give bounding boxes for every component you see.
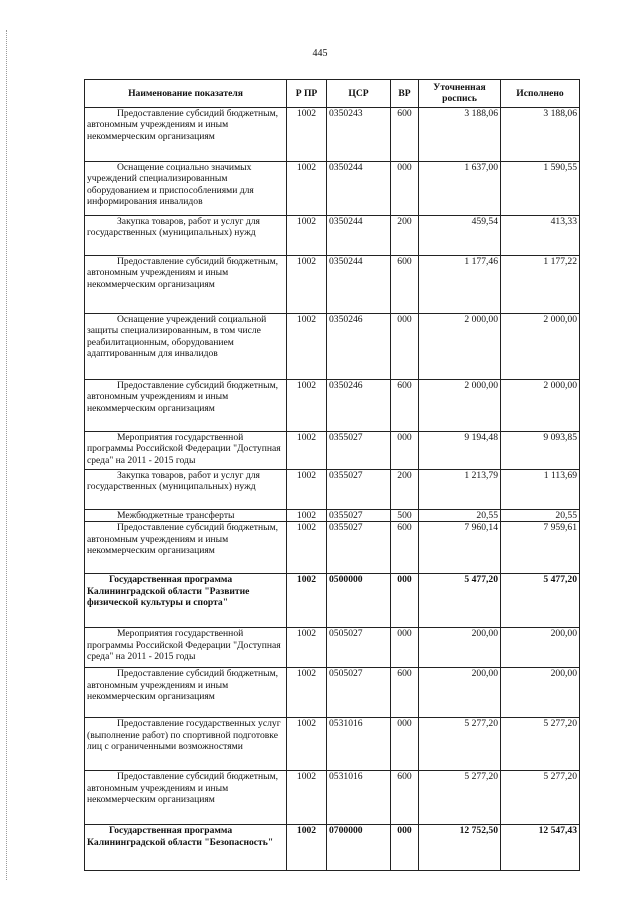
row-csr: 0505027 [327, 628, 391, 668]
row-planned: 20,55 [419, 509, 501, 521]
row-executed: 1 590,55 [501, 161, 580, 215]
row-executed: 5 477,20 [501, 574, 580, 628]
row-executed: 2 000,00 [501, 379, 580, 431]
row-executed: 3 188,06 [501, 107, 580, 161]
row-executed: 20,55 [501, 509, 580, 521]
row-executed: 5 277,20 [501, 771, 580, 825]
row-executed: 200,00 [501, 628, 580, 668]
row-rpr: 1002 [287, 215, 327, 255]
row-csr: 0350244 [327, 255, 391, 313]
table-row [85, 431, 580, 469]
row-name: Предоставление субсидий бюджетным, автономным учреждениям и иным некоммерческим организациям [85, 255, 287, 313]
row-rpr: 1002 [287, 313, 327, 379]
header-planned: Уточненная роспись [419, 80, 501, 108]
row-vr: 200 [391, 469, 419, 509]
row-rpr: 1002 [287, 668, 327, 718]
row-name: Оснащение учреждений социальной защиты специализированным, в том числе реабилитационным, оборудованием адаптированным для инвалидов [85, 313, 287, 379]
row-planned: 5 277,20 [419, 718, 501, 771]
row-executed: 5 277,20 [501, 718, 580, 771]
row-name: Предоставление субсидий бюджетным, автономным учреждениям и иным некоммерческим организациям [85, 771, 287, 825]
table-row [85, 522, 580, 574]
row-name: Оснащение социально значимых учреждений специализированным оборудованием и приспособлениями для информирования инвалидов [85, 161, 287, 215]
row-rpr: 1002 [287, 574, 327, 628]
table-row [85, 379, 580, 431]
table-row [85, 668, 580, 718]
row-planned: 2 000,00 [419, 379, 501, 431]
budget-execution-table [84, 79, 580, 871]
row-vr: 000 [391, 431, 419, 469]
row-vr: 000 [391, 825, 419, 871]
row-planned: 1 213,79 [419, 469, 501, 509]
row-csr: 0355027 [327, 522, 391, 574]
row-planned: 12 752,50 [419, 825, 501, 871]
table-row [85, 313, 580, 379]
row-name: Государственная программа Калининградской области "Безопасность" [85, 825, 287, 871]
row-name: Предоставление государственных услуг (выполнение работ) по спортивной подготовке лиц с ограниченными возможностями [85, 718, 287, 771]
header-rpr: Р ПР [287, 80, 327, 108]
row-planned: 200,00 [419, 628, 501, 668]
row-executed: 413,33 [501, 215, 580, 255]
row-csr: 0350243 [327, 107, 391, 161]
row-planned: 5 477,20 [419, 574, 501, 628]
row-rpr: 1002 [287, 509, 327, 521]
row-vr: 000 [391, 574, 419, 628]
table-row [85, 255, 580, 313]
row-csr: 0355027 [327, 469, 391, 509]
header-name: Наименование показателя [85, 80, 287, 108]
left-margin-marks [6, 30, 9, 880]
table-row [85, 215, 580, 255]
row-name: Мероприятия государственной программы Российской Федерации "Доступная среда" на 2011 - 2015 годы [85, 628, 287, 668]
page-number: 445 [312, 48, 328, 59]
row-rpr: 1002 [287, 107, 327, 161]
row-planned: 1 637,00 [419, 161, 501, 215]
row-executed: 2 000,00 [501, 313, 580, 379]
row-name: Межбюджетные трансферты [85, 509, 287, 521]
header-vr: ВР [391, 80, 419, 108]
row-planned: 5 277,20 [419, 771, 501, 825]
table-header-row [85, 80, 580, 108]
row-csr: 0700000 [327, 825, 391, 871]
table-row [85, 574, 580, 628]
table-row [85, 825, 580, 871]
row-csr: 0350244 [327, 215, 391, 255]
row-csr: 0355027 [327, 431, 391, 469]
row-rpr: 1002 [287, 431, 327, 469]
row-vr: 000 [391, 718, 419, 771]
row-name: Предоставление субсидий бюджетным, автономным учреждениям и иным некоммерческим организациям [85, 379, 287, 431]
row-csr: 0355027 [327, 509, 391, 521]
row-planned: 2 000,00 [419, 313, 501, 379]
row-rpr: 1002 [287, 825, 327, 871]
row-planned: 3 188,06 [419, 107, 501, 161]
row-vr: 600 [391, 379, 419, 431]
table-row [85, 161, 580, 215]
row-executed: 9 093,85 [501, 431, 580, 469]
row-name: Мероприятия государственной программы Российской Федерации "Доступная среда" на 2011 - 2015 годы [85, 431, 287, 469]
row-planned: 9 194,48 [419, 431, 501, 469]
row-executed: 200,00 [501, 668, 580, 718]
row-planned: 459,54 [419, 215, 501, 255]
row-planned: 1 177,46 [419, 255, 501, 313]
row-rpr: 1002 [287, 771, 327, 825]
row-name: Закупка товаров, работ и услуг для государственных (муниципальных) нужд [85, 215, 287, 255]
row-name: Предоставление субсидий бюджетным, автономным учреждениям и иным некоммерческим организациям [85, 107, 287, 161]
row-rpr: 1002 [287, 718, 327, 771]
row-vr: 500 [391, 509, 419, 521]
row-executed: 1 113,69 [501, 469, 580, 509]
table-row [85, 628, 580, 668]
row-vr: 200 [391, 215, 419, 255]
row-vr: 600 [391, 522, 419, 574]
table-row [85, 509, 580, 521]
row-csr: 0500000 [327, 574, 391, 628]
row-csr: 0531016 [327, 718, 391, 771]
table-row [85, 107, 580, 161]
row-name: Предоставление субсидий бюджетным, автономным учреждениям и иным некоммерческим организациям [85, 522, 287, 574]
row-rpr: 1002 [287, 628, 327, 668]
row-csr: 0350246 [327, 313, 391, 379]
row-csr: 0350244 [327, 161, 391, 215]
row-rpr: 1002 [287, 469, 327, 509]
row-name: Государственная программа Калининградской области "Развитие физической культуры и спорта" [85, 574, 287, 628]
row-csr: 0350246 [327, 379, 391, 431]
row-executed: 1 177,22 [501, 255, 580, 313]
row-rpr: 1002 [287, 379, 327, 431]
row-rpr: 1002 [287, 522, 327, 574]
row-rpr: 1002 [287, 255, 327, 313]
row-vr: 600 [391, 255, 419, 313]
row-vr: 600 [391, 771, 419, 825]
row-executed: 7 959,61 [501, 522, 580, 574]
row-vr: 000 [391, 161, 419, 215]
row-csr: 0531016 [327, 771, 391, 825]
row-vr: 600 [391, 107, 419, 161]
row-name: Предоставление субсидий бюджетным, автономным учреждениям и иным некоммерческим организациям [85, 668, 287, 718]
row-csr: 0505027 [327, 668, 391, 718]
row-planned: 200,00 [419, 668, 501, 718]
table-row [85, 771, 580, 825]
table-row [85, 718, 580, 771]
header-executed: Исполнено [501, 80, 580, 108]
row-planned: 7 960,14 [419, 522, 501, 574]
table-row [85, 469, 580, 509]
row-executed: 12 547,43 [501, 825, 580, 871]
row-name: Закупка товаров, работ и услуг для государственных (муниципальных) нужд [85, 469, 287, 509]
row-rpr: 1002 [287, 161, 327, 215]
row-vr: 000 [391, 628, 419, 668]
row-vr: 600 [391, 668, 419, 718]
row-vr: 000 [391, 313, 419, 379]
header-csr: ЦСР [327, 80, 391, 108]
